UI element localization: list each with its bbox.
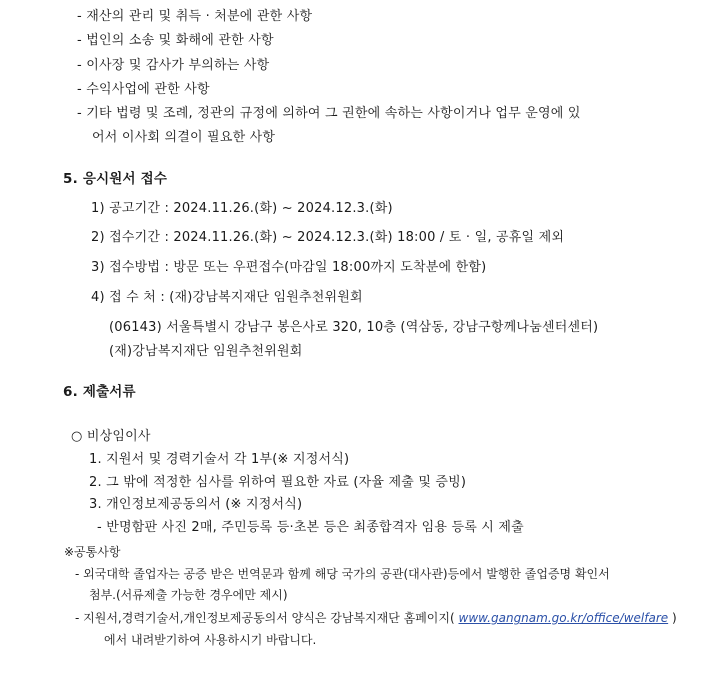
application-method: 3) 접수방법 : 방문 또는 우편접수(마감일 18:00까지 도착분에 한함) xyxy=(91,260,487,275)
common-note-forms-suffix: ) xyxy=(671,611,677,625)
common-notes-title: ※공통사항 xyxy=(64,545,121,559)
common-note-foreign-degree-cont: 첨부.(서류제출 가능한 경우에만 제시) xyxy=(89,588,288,602)
doc-item-consent-note: - 반명함판 사진 2매, 주민등록 등·초본 등은 최종합격자 임용 등록 시 제출 xyxy=(97,520,524,535)
duty-item-business: - 수익사업에 관한 사항 xyxy=(77,82,210,97)
application-period: 2) 접수기간 : 2024.11.26.(화) ~ 2024.12.3.(화) 18:00 / 토 · 일, 공휴일 제외 xyxy=(91,230,565,245)
section-6-title: 6. 제출서류 xyxy=(63,384,136,400)
common-note-forms-cont: 에서 내려받기하여 사용하시기 바랍니다. xyxy=(104,633,317,647)
section-5-title: 5. 응시원서 접수 xyxy=(63,171,168,187)
duty-item-other: - 기타 법령 및 조례, 정관의 규정에 의하여 그 권한에 속하는 사항이거나 업무 운영에 있 xyxy=(77,106,581,121)
doc-item-evidence: 2. 그 밖에 적정한 심사를 위하여 필요한 자료 (자율 제출 및 증빙) xyxy=(89,475,467,490)
common-note-forms xyxy=(75,610,677,626)
duty-item-other-cont: 어서 이사회 의결이 필요한 사항 xyxy=(92,130,276,145)
doc-item-application: 1. 지원서 및 경력기술서 각 1부(※ 지정서식) xyxy=(89,452,350,467)
common-note-foreign-degree: - 외국대학 졸업자는 공증 받은 번역문과 함께 해당 국가의 공관(대사관)등에서 발행한 졸업증명 확인서 xyxy=(75,567,610,581)
common-note-forms-prefix: - 지원서,경력기술서,개인정보제공동의서 양식은 강남복지재단 홈페이지( xyxy=(75,611,455,625)
non-executive-director-heading: ○ 비상임이사 xyxy=(71,429,151,444)
homepage-link[interactable]: www.gangnam.go.kr/office/welfare xyxy=(458,611,669,625)
announcement-period: 1) 공고기간 : 2024.11.26.(화) ~ 2024.12.3.(화) xyxy=(91,201,393,216)
application-office: 4) 접 수 처 : (재)강남복지재단 임원추천위원회 xyxy=(91,290,363,305)
duty-item-lawsuits: - 법인의 소송 및 화해에 관한 사항 xyxy=(77,33,274,48)
office-recipient: (재)강남복지재단 임원추천위원회 xyxy=(109,344,303,359)
office-address: (06143) 서울특별시 강남구 봉은사로 320, 10층 (역삼동, 강남구항께나눔센터센터) xyxy=(109,320,599,335)
duty-item-assets: - 재산의 관리 및 취득 · 처분에 관한 사항 xyxy=(77,9,313,24)
doc-item-consent: 3. 개인정보제공동의서 (※ 지정서식) xyxy=(89,497,303,512)
duty-item-referrals: - 이사장 및 감사가 부의하는 사항 xyxy=(77,58,270,73)
